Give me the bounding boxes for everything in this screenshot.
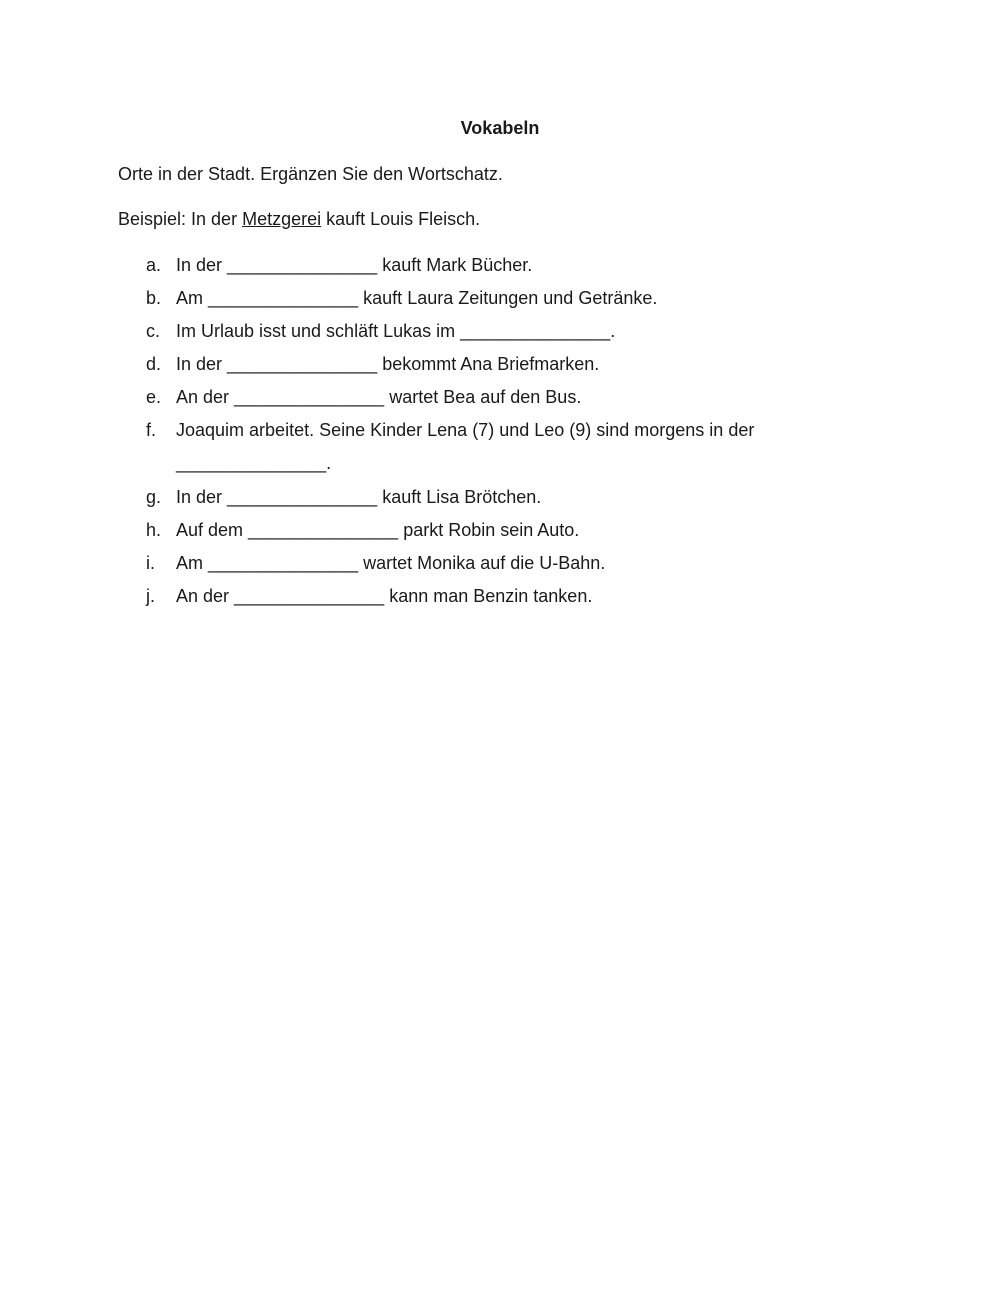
item-marker: g. [146, 487, 162, 507]
exercise-item-j [118, 584, 878, 608]
exercise-item-d [118, 352, 878, 376]
example-prefix: Beispiel: In der [118, 209, 243, 229]
item-text: Am _______________ kauft Laura Zeitungen und Getränke. [176, 288, 658, 308]
exercise-list [118, 253, 878, 617]
item-text: Auf dem _______________ parkt Robin sein Auto. [176, 520, 580, 540]
item-text: Im Urlaub isst und schläft Lukas im _______________. [176, 321, 616, 341]
item-marker: h. [146, 520, 162, 540]
instruction-text: Orte in der Stadt. Ergänzen Sie den Wortschatz. [118, 164, 503, 184]
page-title: Vokabeln [460, 118, 540, 138]
item-marker: j. [146, 586, 155, 606]
item-marker: b. [146, 288, 162, 308]
exercise-item-h [118, 518, 878, 542]
item-text: In der _______________ bekommt Ana Briefmarken. [176, 354, 600, 374]
exercise-item-g [118, 485, 878, 509]
exercise-item-i [118, 551, 878, 575]
item-marker: a. [146, 255, 162, 275]
item-text: In der _______________ kauft Mark Bücher. [176, 255, 533, 275]
item-marker: c. [146, 321, 161, 341]
example-sentence [118, 207, 480, 231]
example-suffix: kauft Louis Fleisch. [321, 209, 481, 229]
item-text: An der _______________ wartet Bea auf den Bus. [176, 387, 582, 407]
item-marker: i. [146, 553, 155, 573]
item-text: An der _______________ kann man Benzin tanken. [176, 586, 593, 606]
item-marker: d. [146, 354, 162, 374]
item-text: Am _______________ wartet Monika auf die U-Bahn. [176, 553, 606, 573]
exercise-item-a [118, 253, 878, 277]
item-marker: f. [146, 420, 157, 440]
exercise-item-b [118, 286, 878, 310]
exercise-item-f [118, 414, 878, 480]
item-text: Joaquim arbeitet. Seine Kinder Lena (7) und Leo (9) sind morgens in der _______________. [176, 420, 755, 473]
example-answer: Metzgerei [242, 209, 322, 229]
item-marker: e. [146, 387, 162, 407]
item-text: In der _______________ kauft Lisa Brötchen. [176, 487, 542, 507]
exercise-item-e [118, 385, 878, 409]
exercise-item-c [118, 319, 878, 343]
